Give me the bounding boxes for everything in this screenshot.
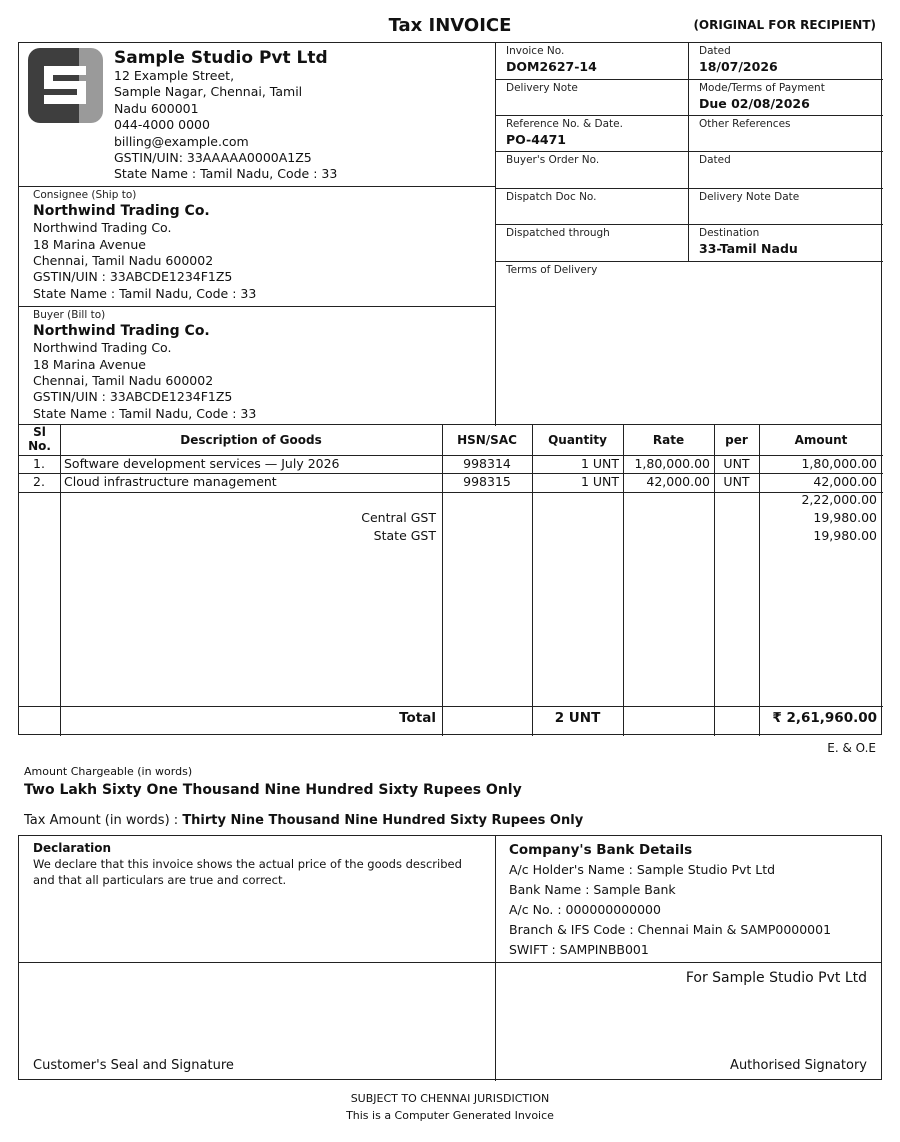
other-references-label: Other References	[699, 118, 791, 130]
invoice-header	[18, 42, 882, 425]
table-row-per: UNT	[723, 456, 750, 471]
buyers-order-label: Buyer's Order No.	[506, 154, 600, 166]
table-row-rate: 1,80,000.00	[634, 456, 710, 471]
tax-amount-in-words	[24, 812, 583, 830]
dispatched-through-cell	[506, 226, 610, 240]
invoice-no-cell	[506, 44, 597, 75]
table-row-rate: 42,000.00	[646, 474, 710, 489]
delivery-note-date-cell	[699, 190, 799, 204]
payment-label: Mode/Terms of Payment	[699, 82, 825, 94]
table-row-amount: 1,80,000.00	[801, 456, 877, 471]
delivery-note-date-label: Delivery Note Date	[699, 191, 800, 203]
table-row-hsn: 998315	[463, 474, 511, 489]
meta-divider	[688, 43, 689, 261]
table-row-description: Cloud infrastructure management	[64, 474, 277, 489]
reference-value: PO-4471	[506, 132, 566, 147]
bank-holder: A/c Holder's Name : Sample Studio Pvt Ltd	[509, 862, 776, 877]
authorised-signatory-label: Authorised Signatory	[730, 1058, 867, 1073]
declaration-block	[33, 840, 483, 888]
buyer-state: State Name : Tamil Nadu, Code : 33	[33, 405, 257, 421]
bank-account: A/c No. : 000000000000	[509, 902, 661, 917]
declaration-bank-section	[18, 835, 882, 963]
reference-cell	[506, 117, 623, 148]
table-row-description: Software development services — July 2026	[64, 456, 340, 471]
dispatch-doc-cell	[506, 190, 597, 204]
col-description-header: Description of Goods	[180, 433, 322, 447]
col-hsn-header: HSN/SAC	[457, 433, 517, 447]
company-details	[114, 68, 337, 183]
company-name: Sample Studio Pvt Ltd	[114, 48, 328, 68]
consignee-state: State Name : Tamil Nadu, Code : 33	[33, 285, 257, 301]
terms-of-delivery-label: Terms of Delivery	[506, 264, 598, 276]
declaration-title: Declaration	[33, 841, 112, 855]
document-title: Tax INVOICE	[388, 15, 512, 36]
dispatched-through-label: Dispatched through	[506, 227, 610, 239]
invoice-no-value: DOM2627-14	[506, 59, 597, 74]
total-quantity: 2 UNT	[554, 710, 601, 726]
declaration-text: We declare that this invoice shows the actual price of the goods described and that all particulars are true and correct.	[33, 857, 462, 888]
buyer-line: Chennai, Tamil Nadu 600002	[33, 372, 214, 388]
other-references-cell	[699, 117, 791, 131]
buyer-label: Buyer (Bill to)	[33, 309, 106, 321]
dated-value: 18/07/2026	[699, 59, 778, 74]
company-address-line: Nadu 600001	[114, 100, 199, 116]
bank-title: Company's Bank Details	[509, 842, 693, 858]
central-gst-label: Central GST	[361, 510, 436, 525]
dated-cell	[699, 44, 778, 75]
payment-value: Due 02/08/2026	[699, 96, 810, 111]
reference-label: Reference No. & Date.	[506, 118, 623, 130]
table-row-per: UNT	[723, 474, 750, 489]
items-table	[18, 424, 882, 735]
central-gst-amount: 19,980.00	[813, 510, 877, 525]
amount-in-words: Two Lakh Sixty One Thousand Nine Hundred Sixty Rupees Only	[24, 782, 522, 798]
jurisdiction-note: SUBJECT TO CHENNAI JURISDICTION	[350, 1092, 550, 1105]
order-dated-label: Dated	[699, 154, 731, 166]
state-gst-amount: 19,980.00	[813, 528, 877, 543]
bank-name: Bank Name : Sample Bank	[509, 882, 676, 897]
company-address-line: 12 Example Street,	[114, 68, 235, 83]
table-row-sl: 2.	[33, 474, 45, 489]
col-rate-header: Rate	[652, 433, 685, 447]
subtotal-amount: 2,22,000.00	[801, 492, 877, 507]
table-row-sl: 1.	[33, 456, 45, 471]
bank-swift: SWIFT : SAMPINBB001	[509, 942, 649, 957]
destination-cell	[699, 226, 798, 257]
consignee-line: Chennai, Tamil Nadu 600002	[33, 252, 214, 268]
buyer-block	[33, 308, 256, 422]
customer-signature-label: Customer's Seal and Signature	[33, 1058, 234, 1073]
col-amount-header: Amount	[794, 433, 848, 447]
computer-generated-note: This is a Computer Generated Invoice	[346, 1109, 554, 1122]
header-divider	[495, 43, 496, 426]
col-quantity-header: Quantity	[548, 433, 607, 447]
consignee-line: 18 Marina Avenue	[33, 236, 146, 252]
col-per-header: per	[725, 433, 748, 447]
table-row-hsn: 998314	[463, 456, 511, 471]
copy-label: (ORIGINAL FOR RECIPIENT)	[693, 18, 876, 32]
consignee-label: Consignee (Ship to)	[33, 189, 137, 201]
consignee-block	[33, 188, 256, 302]
state-gst-label: State GST	[373, 528, 436, 543]
dispatch-doc-label: Dispatch Doc No.	[506, 191, 597, 203]
eoe-note: E. & O.E	[827, 741, 876, 755]
table-row-amount: 42,000.00	[813, 474, 877, 489]
amount-words-label: Amount Chargeable (in words)	[24, 765, 193, 778]
dated-label: Dated	[699, 45, 731, 57]
signature-section	[18, 962, 882, 1080]
consignee-line: Northwind Trading Co.	[33, 220, 172, 236]
for-company-label: For Sample Studio Pvt Ltd	[685, 970, 867, 986]
delivery-note-label: Delivery Note	[506, 82, 578, 94]
table-row-quantity: 1 UNT	[580, 456, 619, 471]
buyer-name: Northwind Trading Co.	[33, 323, 210, 340]
company-email: billing@example.com	[114, 133, 249, 149]
order-dated-cell	[699, 153, 731, 167]
destination-value: 33-Tamil Nadu	[699, 241, 798, 256]
table-row-quantity: 1 UNT	[580, 474, 619, 489]
company-gstin: GSTIN/UIN: 33AAAAA0000A1Z5	[114, 150, 312, 166]
company-state: State Name : Tamil Nadu, Code : 33	[114, 166, 338, 182]
invoice-no-label: Invoice No.	[506, 45, 565, 57]
buyer-gstin: GSTIN/UIN : 33ABCDE1234F1Z5	[33, 389, 233, 405]
total-amount: ₹ 2,61,960.00	[772, 710, 877, 726]
tax-words-value: Thirty Nine Thousand Nine Hundred Sixty Rupees Only	[182, 813, 584, 828]
total-label: Total	[399, 710, 436, 726]
destination-label: Destination	[699, 227, 760, 239]
buyer-line: 18 Marina Avenue	[33, 356, 146, 372]
delivery-note-cell	[506, 81, 578, 95]
bank-details	[509, 840, 831, 960]
col-sl-header: Sl No.	[28, 425, 51, 453]
consignee-name: Northwind Trading Co.	[33, 203, 210, 220]
buyer-line: Northwind Trading Co.	[33, 340, 172, 356]
terms-of-delivery-cell	[506, 263, 597, 277]
company-logo-s-icon	[28, 48, 103, 123]
tax-words-label: Tax Amount (in words) :	[24, 813, 179, 828]
company-address-line: Sample Nagar, Chennai, Tamil	[114, 84, 303, 100]
bank-branch: Branch & IFS Code : Chennai Main & SAMP0000001	[509, 922, 832, 937]
buyers-order-cell	[506, 153, 599, 167]
consignee-gstin: GSTIN/UIN : 33ABCDE1234F1Z5	[33, 269, 233, 285]
payment-cell	[699, 81, 825, 112]
company-phone: 044-4000 0000	[114, 117, 210, 133]
